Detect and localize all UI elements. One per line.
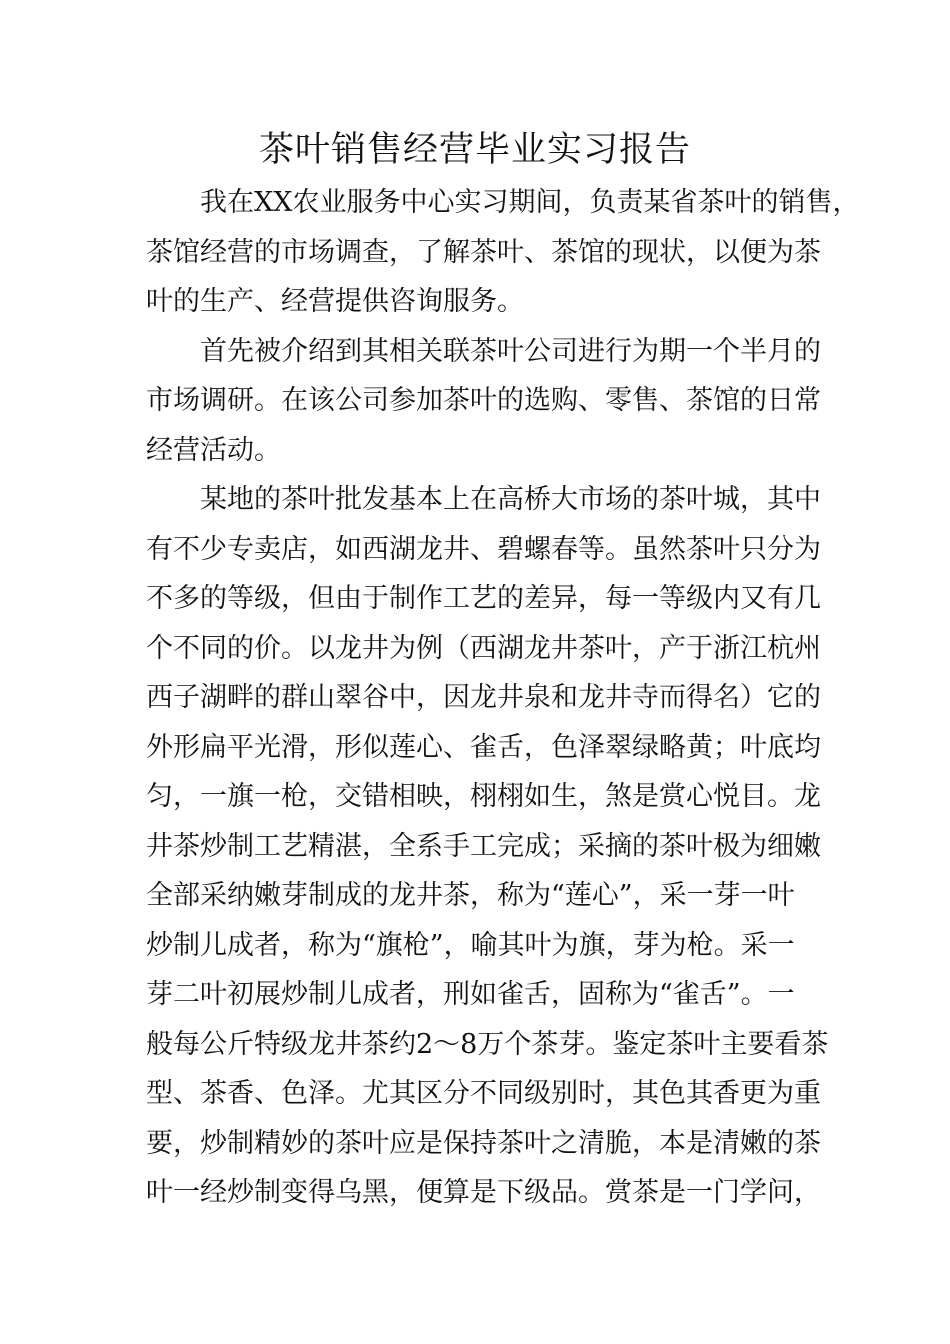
- paragraph-line: 全部采纳嫩芽制成的龙井茶，称为“莲心”，采一芽一叶: [146, 880, 795, 911]
- paragraph-line: 井茶炒制工艺精湛，全系手工完成；采摘的茶叶极为细嫩: [146, 830, 821, 862]
- paragraph-3: [146, 475, 829, 1218]
- paragraph-line: 经营活动。: [146, 434, 281, 466]
- paragraph-2: [146, 327, 821, 476]
- paragraph-line: 叶一经炒制变得乌黑，便算是下级品。赏茶是一门学问，: [146, 1177, 821, 1208]
- paragraph-line: 炒制儿成者，称为“旗枪”，喻其叶为旗，芽为枪。采一: [146, 929, 795, 961]
- paragraph-line: 市场调研。在该公司参加茶叶的选购、零售、茶馆的日常: [146, 385, 821, 416]
- paragraph-line: 芽二叶初展炒制儿成者，刑如雀舌，固称为“雀舌”。一: [146, 979, 795, 1010]
- paragraph-line: 要，炒制精妙的茶叶应是保持茶叶之清脆，本是清嫩的茶: [146, 1127, 821, 1159]
- paragraph-line: 般每公斤特级龙井茶约2～8万个茶芽。鉴定茶叶主要看茶: [146, 1028, 829, 1060]
- document-body: [146, 178, 860, 1218]
- paragraph-line: 叶的生产、经营提供咨询服务。: [146, 286, 524, 317]
- paragraph-1: [146, 178, 860, 327]
- paragraph-line: 不多的等级，但由于制作工艺的差异，每一等级内又有几: [146, 583, 821, 614]
- paragraph-line: 个不同的价。以龙井为例（西湖龙井茶叶，产于浙江杭州: [146, 632, 821, 664]
- paragraph-line: 外形扁平光滑，形似莲心、雀舌，色泽翠绿略黄；叶底均: [146, 731, 821, 763]
- paragraph-line: 茶馆经营的市场调查，了解茶叶、茶馆的现状，以便为茶: [146, 236, 821, 268]
- paragraph-line: 首先被介绍到其相关联茶叶公司进行为期一个半月的: [200, 335, 821, 367]
- paragraph-line: 某地的茶叶批发基本上在高桥大市场的茶叶城，其中: [200, 484, 821, 515]
- paragraph-line: 我在XX农业服务中心实习期间，负责某省茶叶的销售，: [200, 187, 860, 218]
- paragraph-line: 有不少专卖店，如西湖龙井、碧螺春等。虽然茶叶只分为: [146, 533, 821, 565]
- paragraph-line: 西子湖畔的群山翠谷中，因龙井泉和龙井寺而得名）它的: [146, 682, 821, 713]
- paragraph-line: 匀，一旗一枪，交错相映，栩栩如生，煞是赏心悦目。龙: [146, 781, 821, 812]
- paragraph-line: 型、茶香、色泽。尤其区分不同级别时，其色其香更为重: [146, 1078, 821, 1109]
- document-title: 茶叶销售经营毕业实习报告: [258, 130, 691, 170]
